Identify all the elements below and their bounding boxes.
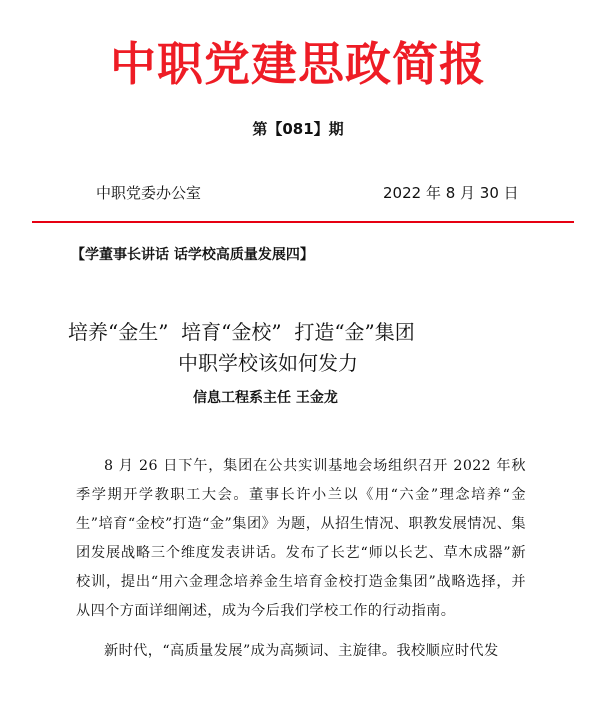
column-tag: 【学董事长讲话 话学校高质量发展四】 [71, 247, 314, 263]
body-paragraph: 8 月 26 日下午，集团在公共实训基地会场组织召开 2022 年秋季学期开学教职工大会。董事长许小兰以《用“六金”理念培养“金生”培育“金校”打造“金”集团》为题，从招生情况、职教发展情况、集团发展战略三个维度发表讲话。发布了长艺“师以长艺、草木成器”新校训，提出“用六金理念培养金生培育金校打造金集团”战略选择，并从四个方面详细阐述，成为今后我们学校工作的行动指南。 [76, 458, 526, 619]
article-body [76, 452, 526, 677]
red-divider-line [32, 221, 574, 223]
issue-number: 第【081】期 [252, 120, 344, 138]
article-author: 信息工程系主任 王金龙 [193, 390, 338, 406]
article-title-line-1: 培养“金生” 培育“金校” 打造“金”集团 [68, 320, 415, 344]
masthead-title: 中职党建思政简报 [110, 37, 486, 91]
article-title-line-2: 中职学校该如何发力 [178, 351, 358, 375]
issuing-office: 中职党委办公室 [96, 184, 202, 202]
issue-date: 2022 年 8 月 30 日 [383, 184, 519, 202]
body-paragraph: 新时代，“高质量发展”成为高频词、主旋律。我校顺应时代发 [104, 643, 499, 659]
